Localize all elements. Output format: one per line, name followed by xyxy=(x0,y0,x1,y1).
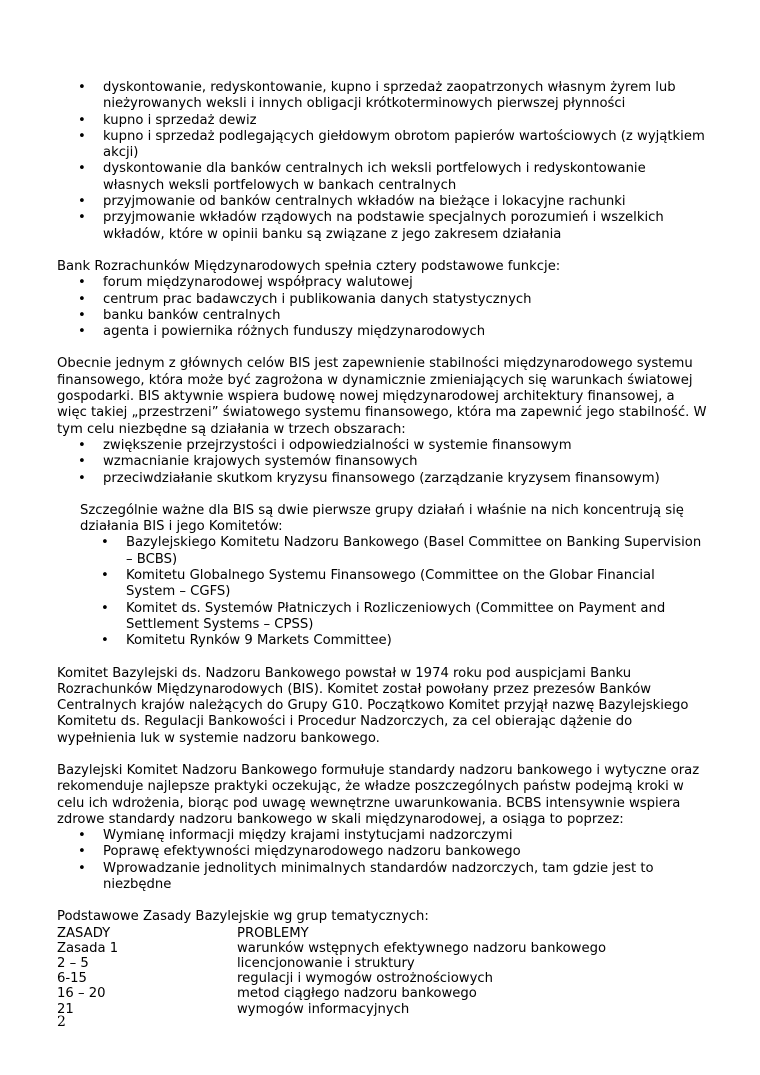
list-item: • Komitetu Globalnego Systemu Finansowego (Committee on the Globar Financial System – CGFS) xyxy=(57,568,707,601)
page-number: 2 xyxy=(57,1014,66,1030)
committees-paragraph: Szczególnie ważne dla BIS są dwie pierwsze grupy działań i właśnie na nich koncentrują się działania BIS i jego Komitetów: xyxy=(80,502,684,535)
table-row xyxy=(57,986,606,1001)
list-item: • przyjmowanie wkładów rządowych na podstawie specjalnych porozumień i wszelkich wkładów, które w opinii banku są związane z jego zakresem działania xyxy=(57,210,707,243)
table-row xyxy=(57,941,606,956)
list-item: • przeciwdziałanie skutkom kryzysu finansowego (zarządzanie kryzysem finansowym) xyxy=(57,471,707,487)
list-item: • agenta i powiernika różnych funduszy międzynarodowych xyxy=(57,324,707,340)
table-header-cell: ZASADY xyxy=(57,925,111,941)
table-cell: licencjonowanie i struktury xyxy=(237,956,415,972)
list-item: • centrum prac badawczych i publikowania danych statystycznych xyxy=(57,292,707,308)
list-item: • Komitetu Rynków 9 Markets Committee) xyxy=(57,633,707,649)
table-header-row xyxy=(57,926,606,941)
table-cell: wymogów informacyjnych xyxy=(237,1001,410,1017)
table-header-cell: PROBLEMY xyxy=(237,925,309,941)
table-cell: 21 xyxy=(57,1001,74,1017)
table-cell: 6-15 xyxy=(57,971,87,987)
list-item: • Wymianę informacji między krajami instytucjami nadzorczymi xyxy=(57,828,707,844)
document-page xyxy=(57,80,707,1017)
table-cell: warunków wstępnych efektywnego nadzoru bankowego xyxy=(237,940,607,956)
list-item: • kupno i sprzedaż dewiz xyxy=(57,113,707,129)
table-cell: 16 – 20 xyxy=(57,986,106,1002)
standards-list xyxy=(57,828,707,893)
basel-committee-paragraph: Komitet Bazylejski ds. Nadzoru Bankowego powstał w 1974 roku pod auspicjami Banku Rozrachunków Międzynarodowych (BIS). Komitet został powołany przez prezesów Banków Centralnych krajów należących do Grupy G10. Początkowo Komitet przyjął nazwę Bazylejskiego Komitetu ds. Regulacji Bankowości i Procedur Nadzorczych, za cel obierając dążenie do wypełnienia luk w systemie nadzoru bankowego. xyxy=(57,665,689,746)
areas-list xyxy=(57,438,707,487)
functions-list xyxy=(57,275,707,340)
table-cell: metod ciągłego nadzoru bankowego xyxy=(237,986,477,1002)
committees-list xyxy=(57,535,707,649)
list-item: • Komitet ds. Systemów Płatniczych i Rozliczeniowych (Committee on Payment and Settlement Systems – CPSS) xyxy=(57,601,707,634)
list-item: • dyskontowanie dla banków centralnych ich weksli portfelowych i redyskontowanie własnych weksli portfelowych w bankach centralnych xyxy=(57,161,707,194)
table-cell: Zasada 1 xyxy=(57,940,119,956)
standards-paragraph: Bazylejski Komitet Nadzoru Bankowego formułuje standardy nadzoru bankowego i wytyczne oraz rekomenduje najlepsze praktyki oczekując, że władze poszczególnych państw podejmą kroki w celu ich wdrożenia, biorąc pod uwagę wewnętrzne uwarunkowania. BCBS intensywnie wspiera zdrowe standardy nadzoru bankowego w skali międzynarodowej, a osiąga to poprzez: xyxy=(57,762,700,827)
table-cell: regulacji i wymogów ostrożnościowych xyxy=(237,971,493,987)
functions-paragraph: Bank Rozrachunków Międzynarodowych spełnia cztery podstawowe funkcje: xyxy=(57,258,561,274)
table-row xyxy=(57,971,606,986)
principles-table xyxy=(57,926,606,1017)
list-item: • dyskontowanie, redyskontowanie, kupno i sprzedaż zaopatrzonych własnym żyrem lub nieżyrowanych weksli i innych obligacji krótkoterminowych pierwszej płynności xyxy=(57,80,707,113)
list-item: • Bazylejskiego Komitetu Nadzoru Bankowego (Basel Committee on Banking Supervision – BCBS) xyxy=(57,535,707,568)
goals-paragraph: Obecnie jednym z głównych celów BIS jest zapewnienie stabilności międzynarodowego systemu finansowego, która może być zagrożona w dynamicznie zmieniających się warunkach światowej gospodarki. BIS aktywnie wspiera budowę nowej międzynarodowej architektury finansowej, a więc takiej „przestrzeni” światowego systemu finansowego, która ma zapewnić jego stabilność. W tym celu niezbędne są działania w trzech obszarach: xyxy=(57,356,707,437)
list-item: • wzmacnianie krajowych systemów finansowych xyxy=(57,454,707,470)
list-item: • forum międzynarodowej współpracy walutowej xyxy=(57,275,707,291)
list-item: • Poprawę efektywności międzynarodowego nadzoru bankowego xyxy=(57,844,707,860)
table-cell: 2 – 5 xyxy=(57,956,89,972)
list-item: • Wprowadzanie jednolitych minimalnych standardów nadzorczych, tam gdzie jest to niezbędne xyxy=(57,861,707,894)
list-item: • banku banków centralnych xyxy=(57,308,707,324)
list-item: • przyjmowanie od banków centralnych wkładów na bieżące i lokacyjne rachunki xyxy=(57,194,707,210)
principles-paragraph: Podstawowe Zasady Bazylejskie wg grup tematycznych: xyxy=(57,909,429,925)
table-row xyxy=(57,1002,606,1017)
table-row xyxy=(57,956,606,971)
bis-operations-list xyxy=(57,80,707,243)
list-item: • zwiększenie przejrzystości i odpowiedzialności w systemie finansowym xyxy=(57,438,707,454)
list-item: • kupno i sprzedaż podlegających giełdowym obrotom papierów wartościowych (z wyjątkiem akcji) xyxy=(57,129,707,162)
